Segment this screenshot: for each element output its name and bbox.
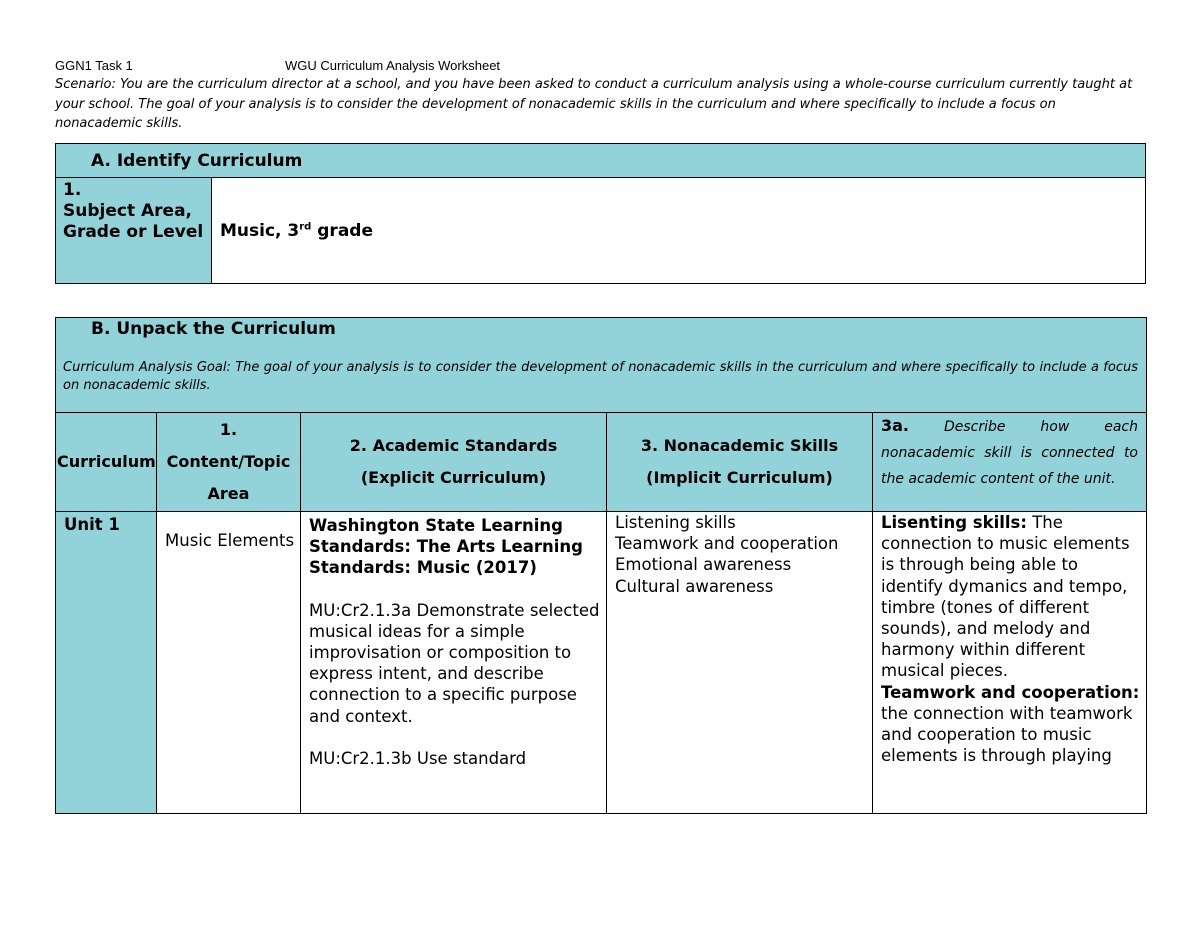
value-end: grade <box>311 220 373 241</box>
section-a-title: A. Identify Curriculum <box>56 144 1146 178</box>
col-header-describe-num: 3a. <box>881 416 910 435</box>
header-line <box>55 58 1145 75</box>
desc-2-label: Teamwork and cooperation: <box>881 682 1140 702</box>
value-main: Music, 3 <box>220 220 300 241</box>
standard-title: Washington State Learning Standards: The Arts Learning Standards: Music (2017) <box>309 516 583 578</box>
subject-area-label <box>56 178 212 284</box>
unpack-curriculum-table <box>55 317 1147 814</box>
task-label: GGN1 Task 1 <box>55 58 133 73</box>
section-b-header <box>56 318 1147 413</box>
topic-cell: Music Elements <box>157 512 301 814</box>
worksheet-title: WGU Curriculum Analysis Worksheet <box>285 58 501 73</box>
col-header-describe <box>873 413 1147 512</box>
skill-item: Cultural awareness <box>615 576 774 596</box>
col-header-curriculum: Curriculum <box>56 413 157 512</box>
skill-item: Teamwork and cooperation <box>615 534 839 554</box>
standard-1: MU:Cr2.1.3a Demonstrate selected musical ideas for a simple improvisation or composition to express intent, and describe connection to a specific purpose and context. <box>309 600 600 726</box>
document-header <box>55 58 1145 134</box>
skills-cell <box>607 512 873 814</box>
label-text: Subject Area, Grade or Level <box>63 201 204 242</box>
col-header-nonacademic <box>607 413 873 512</box>
subject-area-value <box>212 178 1146 284</box>
col-header-academic-line2: (Explicit Curriculum) <box>360 468 547 487</box>
identify-curriculum-table <box>55 143 1146 284</box>
standard-2: MU:Cr2.1.3b Use standard <box>309 748 527 768</box>
value-sup: rd <box>299 220 312 232</box>
analysis-goal: Curriculum Analysis Goal: The goal of your analysis is to consider the development of nonacademic skills in the curriculum and where specifically to include a focus on nonacademic skills. <box>63 360 1138 393</box>
label-number: 1. <box>63 180 82 200</box>
desc-2-text: the connection with teamwork and cooperation to music elements is through playing <box>881 703 1133 766</box>
unit-cell: Unit 1 <box>56 512 157 814</box>
col-header-nonacademic-line2: (Implicit Curriculum) <box>646 468 833 487</box>
section-b-title: B. Unpack the Curriculum <box>91 319 336 339</box>
col-header-academic-line1: 2. Academic Standards <box>349 436 558 455</box>
col-header-academic <box>301 413 607 512</box>
description-cell <box>873 512 1147 814</box>
desc-1-label: Lisenting skills: <box>881 513 1027 532</box>
skill-item: Listening skills <box>615 513 736 532</box>
desc-1-text: The connection to music elements is through being able to identify dymanics and tempo, timbre (tones of different sounds), and melody and harmony within different musical pieces. <box>881 513 1130 681</box>
skill-item: Emotional awareness <box>615 555 792 575</box>
standards-cell <box>301 512 607 814</box>
col-header-nonacademic-line1: 3. Nonacademic Skills <box>640 436 839 455</box>
scenario-text: Scenario: You are the curriculum director at a school, and you have been asked to conduct a curriculum analysis using a whole-course curriculum currently taught at your school. The goal of your analysis is to consider the development of nonacademic skills in the curriculum and where specifically to include a focus on nonacademic skills. <box>55 77 1133 131</box>
col-header-describe-text: Describe how each nonacademic skill is connected to the academic content of the unit. <box>881 419 1138 487</box>
col-header-topic: 1. Content/Topic Area <box>157 413 301 512</box>
